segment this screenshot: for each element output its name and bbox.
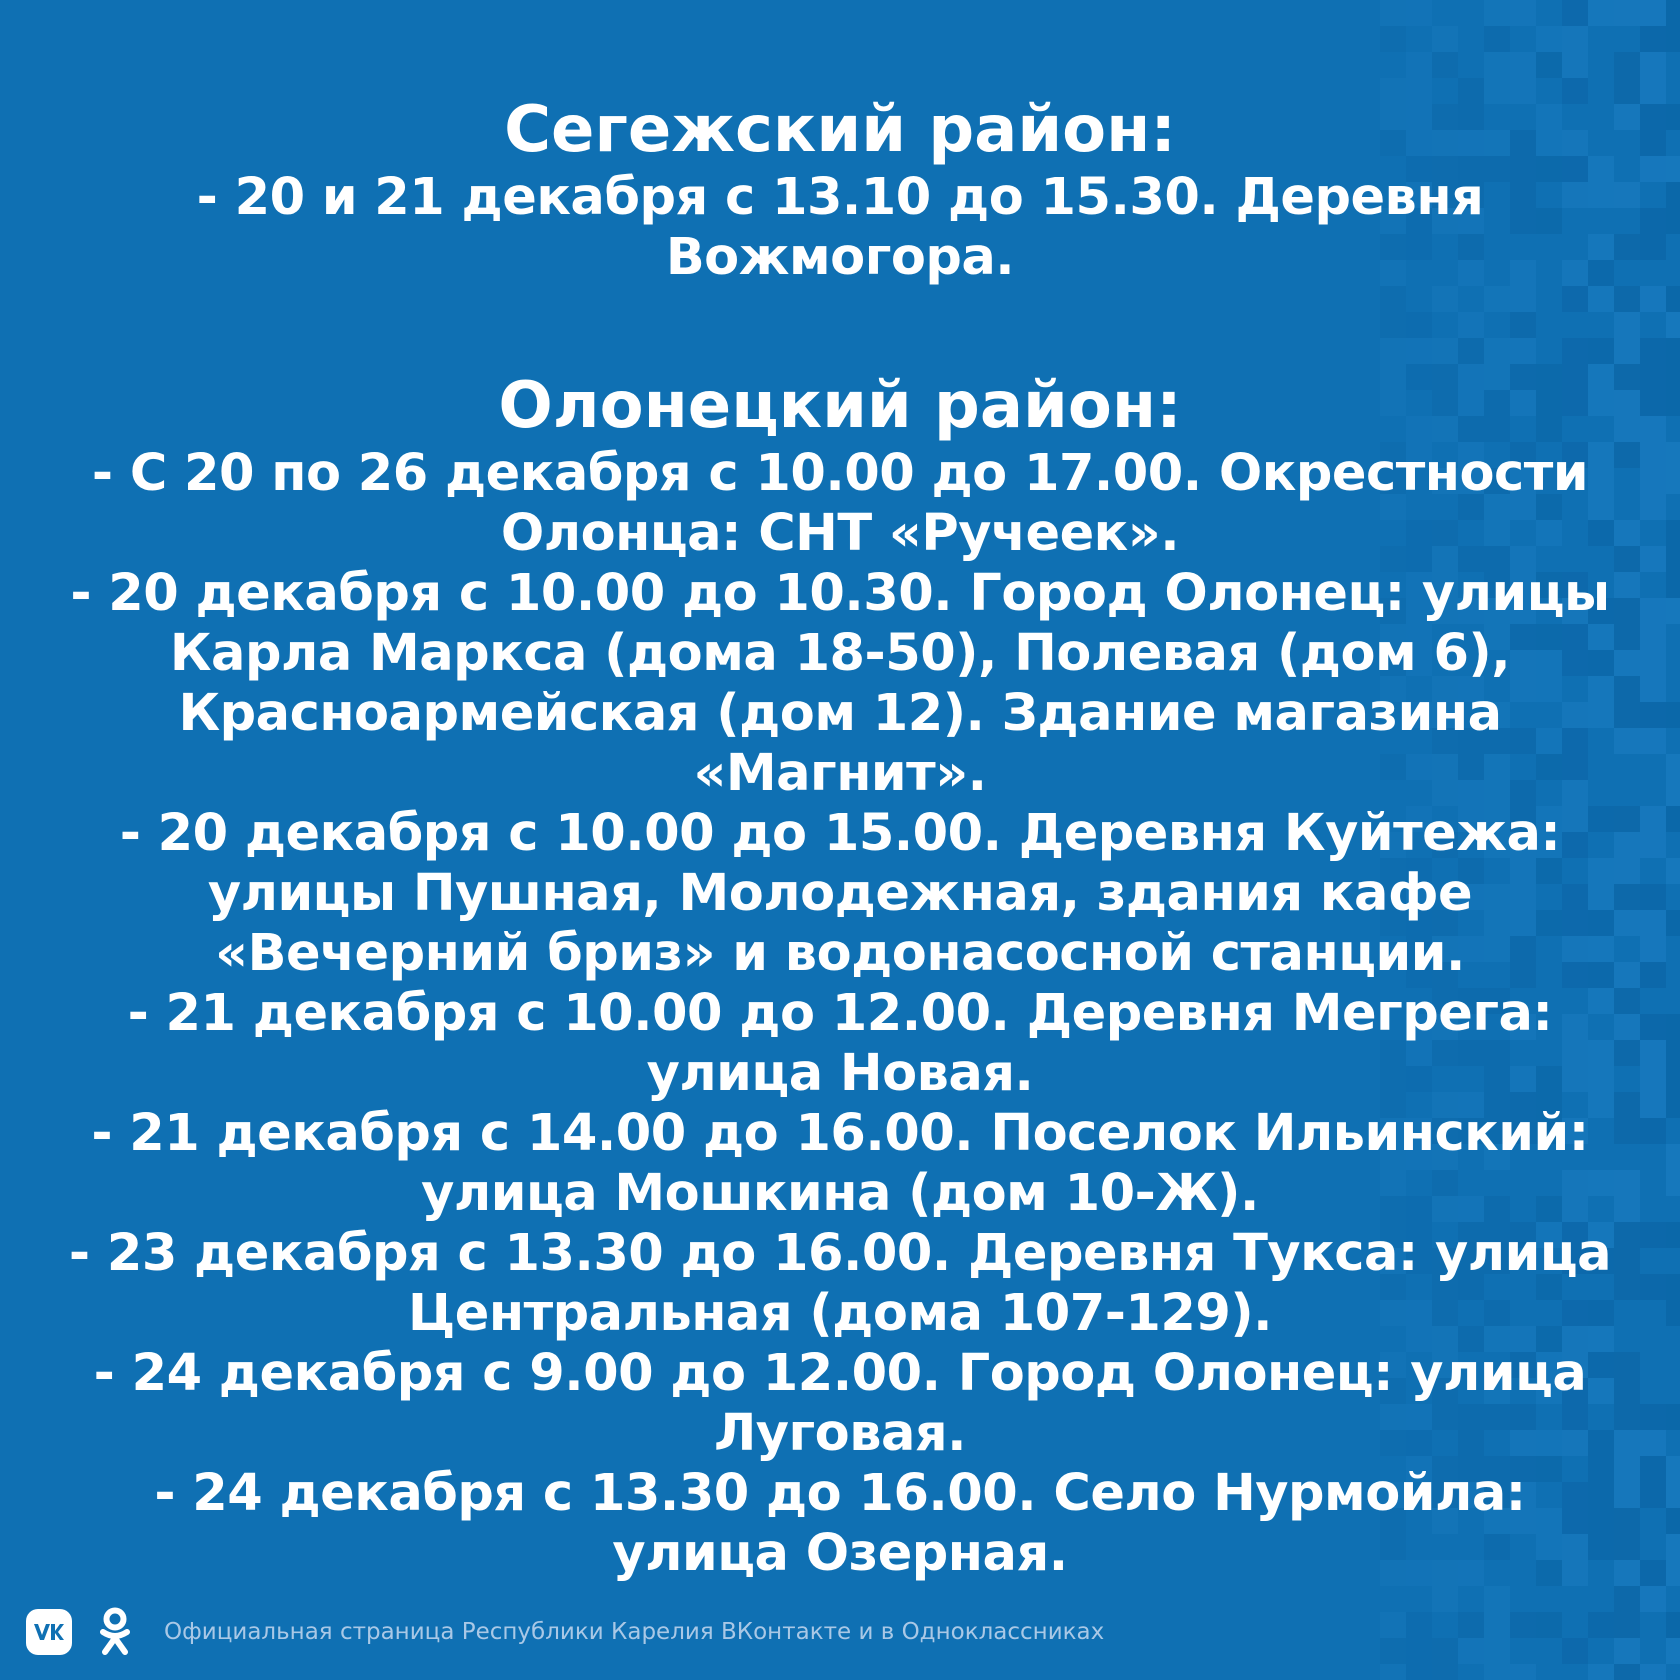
pattern-square — [1666, 572, 1680, 598]
pattern-square — [1536, 1612, 1562, 1638]
pattern-square — [1640, 104, 1666, 130]
pattern-square — [1666, 1170, 1680, 1196]
pattern-square — [1666, 1274, 1680, 1300]
pattern-square — [1666, 910, 1680, 936]
pattern-square — [1666, 104, 1680, 130]
pattern-square — [1666, 1404, 1680, 1430]
pattern-square — [1666, 1534, 1680, 1560]
pattern-square — [1640, 1274, 1666, 1300]
section-spacer — [60, 288, 1620, 368]
pattern-square — [1380, 0, 1406, 26]
pattern-square — [1640, 52, 1666, 78]
pattern-square — [1640, 1066, 1666, 1092]
pattern-square — [1666, 1222, 1680, 1248]
pattern-square — [1614, 1612, 1640, 1638]
pattern-square — [1666, 364, 1680, 390]
pattern-square — [1666, 598, 1680, 624]
pattern-square — [1666, 286, 1680, 312]
odnoklassniki-logo-icon[interactable] — [98, 1607, 132, 1657]
pattern-square — [1484, 52, 1510, 78]
section-body-segezha — [60, 168, 1620, 288]
pattern-square — [1640, 936, 1666, 962]
pattern-square — [1406, 1612, 1432, 1638]
pattern-square — [1406, 1638, 1432, 1664]
pattern-square — [1640, 364, 1666, 390]
pattern-square — [1484, 1664, 1510, 1680]
pattern-square — [1666, 1560, 1680, 1586]
pattern-square — [1666, 1014, 1680, 1040]
pattern-square — [1406, 1664, 1432, 1680]
pattern-square — [1458, 1612, 1484, 1638]
pattern-square — [1432, 1586, 1458, 1612]
pattern-square — [1640, 1014, 1666, 1040]
pattern-square — [1640, 1482, 1666, 1508]
pattern-square — [1640, 1404, 1666, 1430]
pattern-square — [1666, 806, 1680, 832]
pattern-square — [1640, 1040, 1666, 1066]
pattern-square — [1614, 52, 1640, 78]
pattern-square — [1432, 1664, 1458, 1680]
pattern-square — [1432, 26, 1458, 52]
pattern-square — [1666, 1612, 1680, 1638]
pattern-square — [1640, 1456, 1666, 1482]
pattern-square — [1666, 182, 1680, 208]
schedule-item: - 20 декабря с 10.00 до 15.00. Деревня Куйтежа: улицы Пушная, Молодежная, здания кафе «Вечерний бриз» и водонасосной станции. — [119, 804, 1561, 983]
pattern-square — [1380, 1612, 1406, 1638]
pattern-square — [1640, 286, 1666, 312]
pattern-square — [1666, 0, 1680, 26]
pattern-square — [1640, 910, 1666, 936]
pattern-square — [1640, 546, 1666, 572]
pattern-square — [1640, 338, 1666, 364]
section-title-segezha: Сегежский район: — [504, 93, 1176, 167]
pattern-square — [1666, 468, 1680, 494]
pattern-square — [1380, 26, 1406, 52]
pattern-square — [1588, 1612, 1614, 1638]
pattern-square — [1640, 832, 1666, 858]
pattern-square — [1484, 26, 1510, 52]
pattern-square — [1640, 26, 1666, 52]
pattern-square — [1666, 1638, 1680, 1664]
pattern-square — [1640, 0, 1666, 26]
pattern-square — [1666, 780, 1680, 806]
pattern-square — [1640, 208, 1666, 234]
pattern-square — [1640, 702, 1666, 728]
schedule-item: - 21 декабря с 10.00 до 12.00. Деревня Мегрега: улица Новая. — [127, 984, 1553, 1103]
pattern-square — [1640, 728, 1666, 754]
pattern-square — [1536, 26, 1562, 52]
pattern-square — [1510, 1612, 1536, 1638]
pattern-square — [1666, 390, 1680, 416]
pattern-square — [1666, 1144, 1680, 1170]
pattern-square — [1432, 1638, 1458, 1664]
pattern-square — [1640, 1560, 1666, 1586]
pattern-square — [1510, 52, 1536, 78]
pattern-square — [1640, 494, 1666, 520]
pattern-square — [1640, 234, 1666, 260]
pattern-square — [1406, 52, 1432, 78]
pattern-square — [1614, 1664, 1640, 1680]
pattern-square — [1640, 962, 1666, 988]
pattern-square — [1432, 52, 1458, 78]
pattern-square — [1640, 130, 1666, 156]
vk-logo-icon[interactable] — [26, 1609, 72, 1655]
pattern-square — [1640, 390, 1666, 416]
pattern-square — [1484, 1612, 1510, 1638]
pattern-square — [1666, 1508, 1680, 1534]
schedule-item: - 24 декабря с 9.00 до 12.00. Город Олонец: улица Луговая. — [93, 1344, 1587, 1463]
pattern-square — [1640, 442, 1666, 468]
pattern-square — [1562, 1638, 1588, 1664]
pattern-square — [1406, 0, 1432, 26]
pattern-square — [1458, 1638, 1484, 1664]
pattern-square — [1640, 1586, 1666, 1612]
pattern-square — [1640, 624, 1666, 650]
pattern-square — [1484, 1586, 1510, 1612]
schedule-item: - 20 декабря с 10.00 до 10.30. Город Олонец: улицы Карла Маркса (дома 18-50), Полевая (дом 6), Красноармейская (дом 12). Здание магазина «Магнит». — [70, 564, 1610, 803]
schedule-item: - 23 декабря с 13.30 до 16.00. Деревня Тукса: улица Центральная (дома 107-129). — [68, 1224, 1612, 1343]
pattern-square — [1666, 1482, 1680, 1508]
pattern-square — [1666, 156, 1680, 182]
pattern-square — [1640, 598, 1666, 624]
announcement-content — [60, 92, 1620, 1584]
pattern-square — [1666, 208, 1680, 234]
pattern-square — [1666, 1092, 1680, 1118]
schedule-item: - 24 декабря с 13.30 до 16.00. Село Нурмойла: улица Озерная. — [154, 1464, 1526, 1583]
pattern-square — [1666, 1066, 1680, 1092]
pattern-square — [1640, 1118, 1666, 1144]
pattern-square — [1640, 78, 1666, 104]
pattern-square — [1666, 546, 1680, 572]
pattern-square — [1640, 806, 1666, 832]
pattern-square — [1380, 1664, 1406, 1680]
pattern-square — [1380, 1638, 1406, 1664]
pattern-square — [1640, 156, 1666, 182]
pattern-square — [1666, 26, 1680, 52]
schedule-item: - 20 и 21 декабря с 13.10 до 15.30. Деревня Вожмогора. — [196, 168, 1484, 287]
pattern-square — [1666, 754, 1680, 780]
pattern-square — [1666, 702, 1680, 728]
pattern-square — [1484, 0, 1510, 26]
section-title-olonets: Олонецкий район: — [498, 369, 1182, 443]
pattern-square — [1640, 1092, 1666, 1118]
section-body-olonets — [60, 444, 1620, 1584]
pattern-square — [1484, 1638, 1510, 1664]
pattern-square — [1640, 1430, 1666, 1456]
pattern-square — [1640, 416, 1666, 442]
pattern-square — [1666, 338, 1680, 364]
pattern-square — [1666, 1040, 1680, 1066]
pattern-square — [1614, 1586, 1640, 1612]
pattern-square — [1640, 1222, 1666, 1248]
pattern-square — [1614, 0, 1640, 26]
footer — [26, 1604, 1104, 1660]
pattern-square — [1510, 0, 1536, 26]
pattern-square — [1666, 1456, 1680, 1482]
pattern-square — [1562, 26, 1588, 52]
pattern-square — [1640, 884, 1666, 910]
pattern-square — [1666, 312, 1680, 338]
pattern-square — [1640, 676, 1666, 702]
pattern-square — [1510, 1664, 1536, 1680]
pattern-square — [1588, 1664, 1614, 1680]
pattern-square — [1562, 0, 1588, 26]
pattern-square — [1666, 858, 1680, 884]
pattern-square — [1640, 1664, 1666, 1680]
pattern-square — [1588, 0, 1614, 26]
pattern-square — [1666, 442, 1680, 468]
pattern-square — [1666, 520, 1680, 546]
pattern-square — [1536, 52, 1562, 78]
pattern-square — [1562, 52, 1588, 78]
footer-caption: Официальная страница Республики Карелия ВКонтакте и в Одноклассниках — [164, 1619, 1105, 1645]
pattern-square — [1666, 1300, 1680, 1326]
schedule-item: - 21 декабря с 14.00 до 16.00. Поселок Ильинский: улица Мошкина (дом 10-Ж). — [91, 1104, 1589, 1223]
pattern-square — [1640, 650, 1666, 676]
schedule-item: - С 20 по 26 декабря с 10.00 до 17.00. Окрестности Олонца: СНТ «Ручеек». — [91, 444, 1589, 563]
pattern-square — [1614, 1638, 1640, 1664]
pattern-square — [1640, 468, 1666, 494]
